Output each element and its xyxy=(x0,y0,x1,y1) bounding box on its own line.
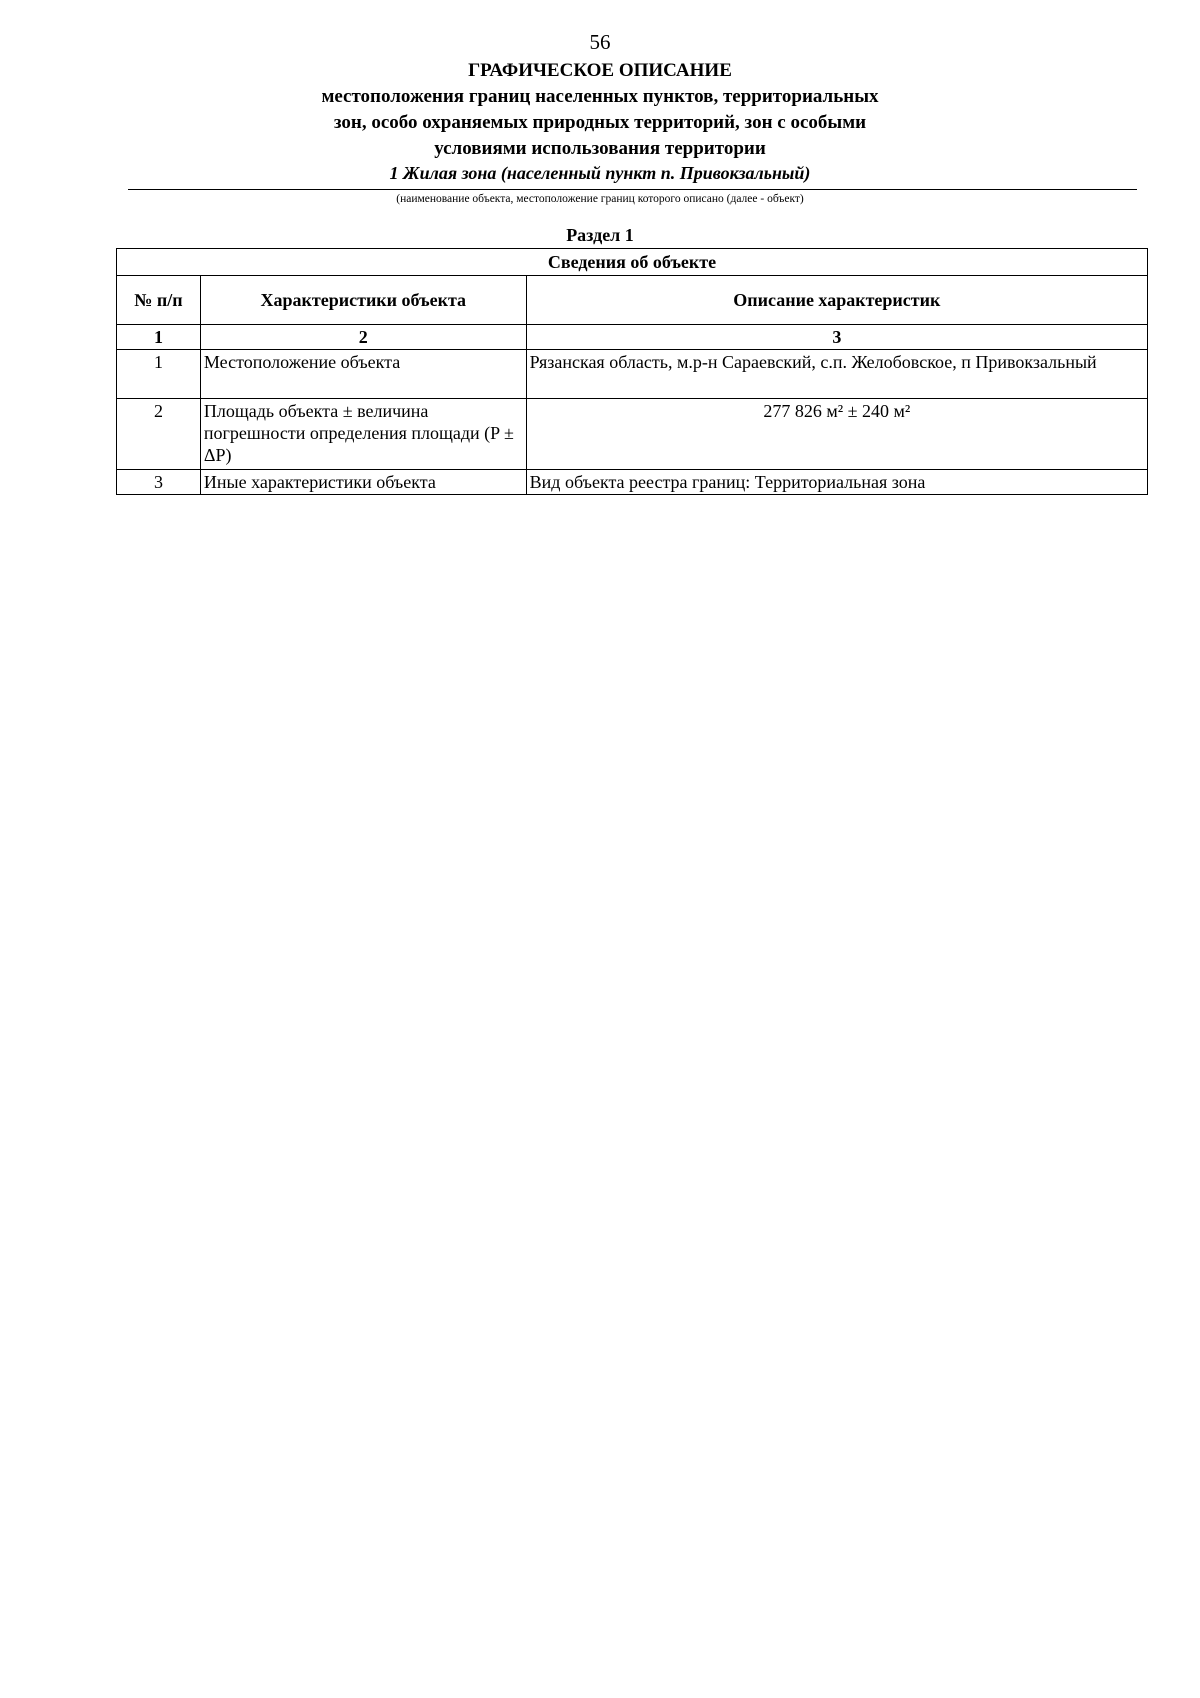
object-info-table xyxy=(116,248,1148,495)
row-characteristic: Площадь объекта ± величина погрешности определения площади (P ± ΔP) xyxy=(200,399,526,470)
row-characteristic: Местоположение объекта xyxy=(200,350,526,399)
column-number: 3 xyxy=(526,325,1147,350)
title-line-1: местоположения границ населенных пунктов, территориальных xyxy=(321,86,879,107)
title-heading: ГРАФИЧЕСКОЕ ОПИСАНИЕ xyxy=(468,60,732,81)
document-title xyxy=(0,58,1200,162)
row-description: Рязанская область, м.р-н Сараевский, с.п. Желобовское, п Привокзальный xyxy=(526,350,1147,399)
header-num: № п/п xyxy=(117,276,201,325)
page-number: 56 xyxy=(589,30,611,54)
row-num: 1 xyxy=(117,350,201,399)
column-number: 1 xyxy=(117,325,201,350)
table-row xyxy=(117,350,1148,399)
title-line-3: условиями использования территории xyxy=(434,138,766,159)
table-row xyxy=(117,399,1148,470)
table-caption-row xyxy=(117,249,1148,276)
object-name: 1 Жилая зона (населенный пункт п. Привокзальный) xyxy=(389,163,811,183)
column-number: 2 xyxy=(200,325,526,350)
table-caption: Сведения об объекте xyxy=(117,249,1148,276)
header-characteristic: Характеристики объекта xyxy=(200,276,526,325)
row-characteristic: Иные характеристики объекта xyxy=(200,470,526,495)
header-description: Описание характеристик xyxy=(526,276,1147,325)
row-num: 3 xyxy=(117,470,201,495)
row-description: 277 826 м² ± 240 м² xyxy=(526,399,1147,470)
object-name-underline xyxy=(128,189,1137,190)
section-title: Раздел 1 xyxy=(566,225,634,245)
title-line-2: зон, особо охраняемых природных территорий, зон с особыми xyxy=(333,112,867,133)
object-caption: (наименование объекта, местоположение границ которого описано (далее - объект) xyxy=(396,193,804,205)
table-header-row xyxy=(117,276,1148,325)
row-num: 2 xyxy=(117,399,201,470)
column-number-row xyxy=(117,325,1148,350)
row-description: Вид объекта реестра границ: Территориальная зона xyxy=(526,470,1147,495)
table-row xyxy=(117,470,1148,495)
